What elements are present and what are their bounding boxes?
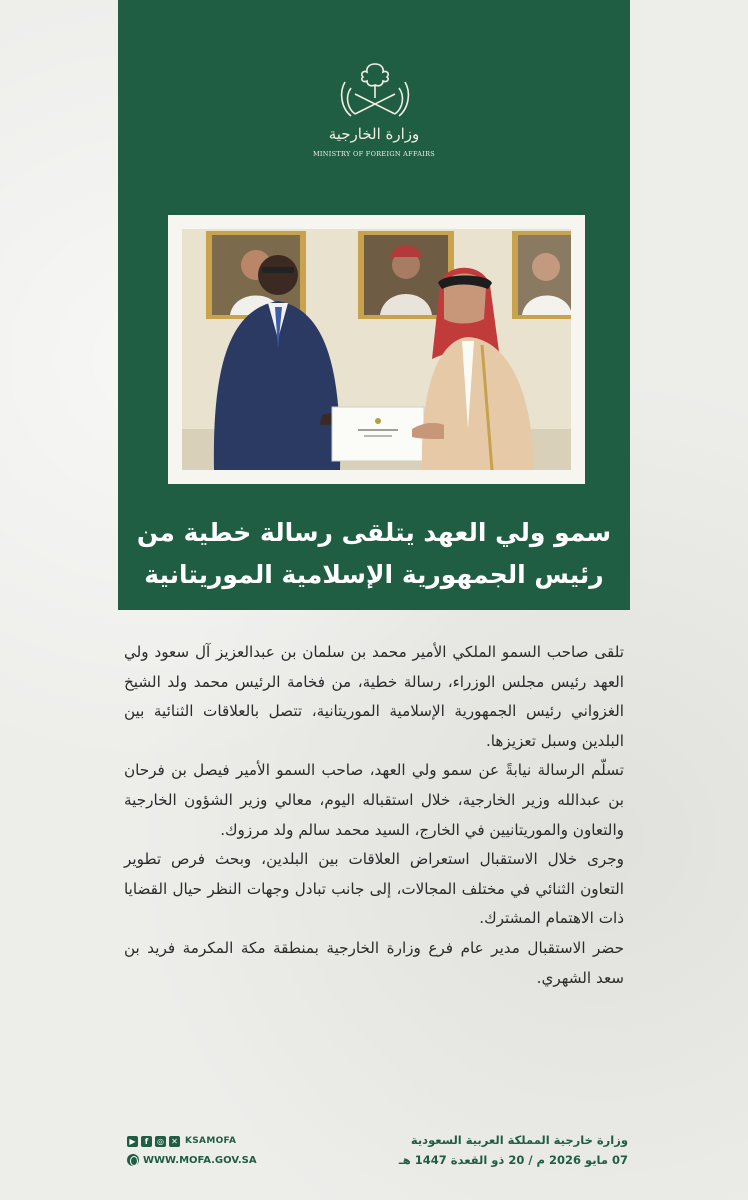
meeting-photo [182,229,571,470]
social-links [127,1133,257,1149]
article-paragraph: تلقى صاحب السمو الملكي الأمير محمد بن سلمان بن عبدالعزيز آل سعود ولي العهد رئيس مجلس الوزراء، رسالة خطية، من فخامة الرئيس محمد ولد الشيخ الغزواني رئيس الجمهورية الإسلامية الموريتانية، تتصل بالعلاقات الثنائية بين البلدين وسبل تعزيزها. [124,643,624,750]
saudi-emblem-icon [333,58,417,120]
headline [128,512,620,596]
ministry-name-english: MINISTRY OF FOREIGN AFFAIRS [312,150,436,158]
ministry-name-arabic: وزارة الخارجية [328,125,420,143]
footer-date: 07 مايو 2026 م / 20 ذو القعدة 1447 هـ [398,1153,628,1167]
footer-meta [399,1130,628,1170]
social-handle[interactable]: KSAMOFA [185,1136,237,1146]
x-icon[interactable]: ✕ [169,1136,180,1147]
photo-frame [168,215,585,484]
article-paragraph: حضر الاستقبال مدير عام فرع وزارة الخارجية بمنطقة مكة المكرمة فريد بن سعد الشهري. [124,938,624,987]
instagram-icon[interactable]: ◎ [155,1136,166,1147]
article-body [124,638,624,993]
facebook-icon[interactable]: f [141,1136,152,1147]
footer-org-name: وزارة خارجية المملكة العربية السعودية [410,1133,628,1147]
headline-line-2: رئيس الجمهورية الإسلامية الموريتانية [144,560,604,589]
website-link[interactable] [127,1154,257,1166]
article-paragraph: تسلّم الرسالة نيابةً عن سمو ولي العهد، صاحب السمو الأمير فيصل بن فرحان بن عبدالله وزير الخارجية، خلال استقباله اليوم، معالي وزير الشؤون الخارجية والتعاون والموريتانيين في الخارج، السيد محمد سالم ولد مرزوك. [124,761,624,839]
website-url[interactable]: WWW.MOFA.GOV.SA [143,1154,257,1166]
article-paragraph: وجرى خلال الاستقبال استعراض العلاقات بين البلدين، وبحث فرص تطوير التعاون الثنائي في مختلف المجالات، إلى جانب تبادل وجهات النظر حيال القضايا ذات الاهتمام المشترك. [124,850,624,928]
globe-icon [127,1154,139,1166]
headline-line-1: سمو ولي العهد يتلقى رسالة خطية من [136,518,612,547]
footer-links [127,1133,257,1166]
youtube-icon[interactable]: ▶ [127,1136,138,1147]
